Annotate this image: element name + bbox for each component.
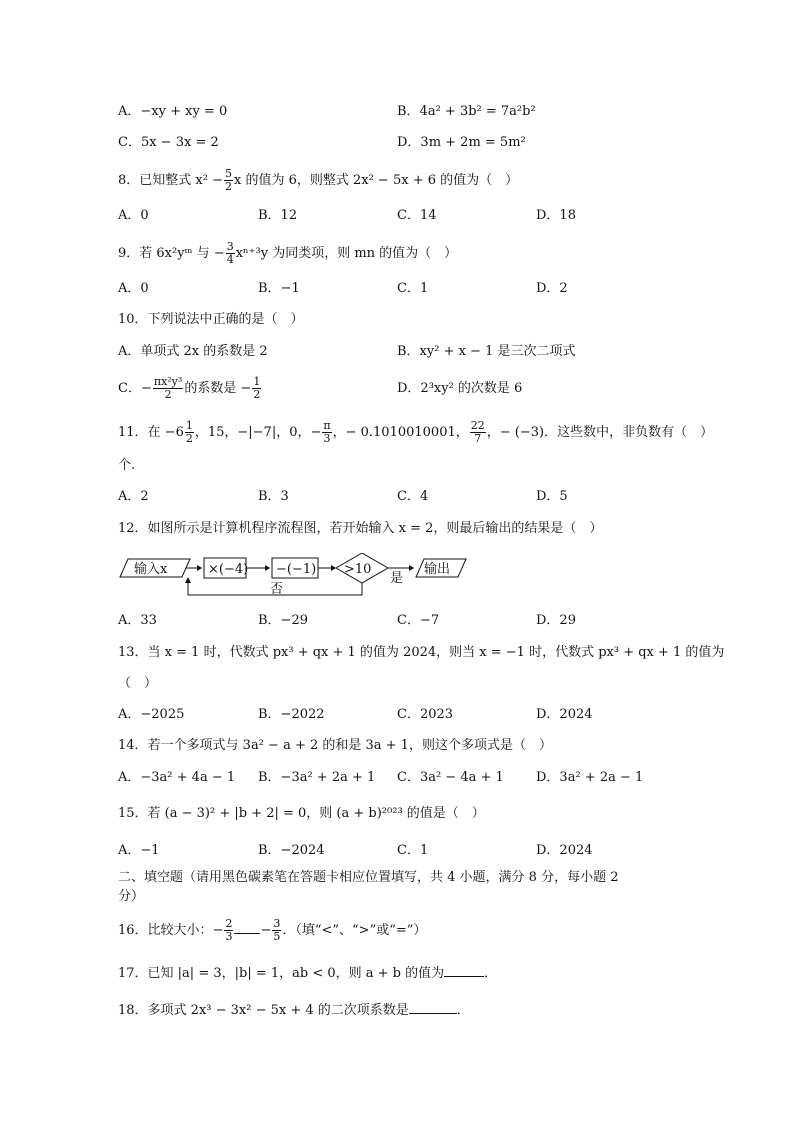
q9-option-b: B．−1 — [258, 281, 300, 296]
q11-fraction-3: $\frac{22}{7}$ — [470, 419, 485, 445]
q8-fraction: $\frac{5}{2}$ — [224, 167, 232, 193]
q10-option-c: C．− $\frac{\text{πx²y³}}{2}$ 的系数是 − $\frac{1}{2}$ — [118, 375, 261, 401]
q12-option-c: C．−7 — [397, 613, 440, 628]
q9-option-d: D．2 — [536, 281, 568, 296]
q15-option-d: D．2024 — [536, 843, 593, 858]
q9-fraction: $\frac{3}{4}$ — [226, 240, 234, 266]
flow-yes-label: 是 — [390, 571, 404, 586]
q8-option-d: D．18 — [536, 208, 576, 223]
q8-option-b: B．12 — [258, 208, 298, 223]
q10-c-fraction-2: $\frac{1}{2}$ — [253, 375, 261, 401]
q17-answer-blank[interactable] — [444, 962, 484, 977]
section-2-heading: 二、填空题（请用黑色碳素笔在答题卡相应位置填写，共 4 小题，满分 8 分，每小题 2 — [118, 870, 619, 885]
flow-no-label: 否 — [270, 582, 284, 597]
q14-option-b: B．−3a² + 2a + 1 — [258, 770, 376, 785]
q11-option-d: D．5 — [536, 489, 568, 504]
q14-option-a: A．−3a² + 4a − 1 — [118, 770, 236, 785]
q10-c-fraction: $\frac{\text{πx²y³}}{2}$ — [153, 375, 183, 401]
q8-stem: 8．已知整式 x² − $\frac{5}{2}$ x 的值为 6，则整式 2x² − 5x + 6 的值为（ ） — [118, 167, 519, 193]
q7-option-d: D．3m + 2m = 5m² — [397, 135, 526, 150]
q13-option-b: B．−2022 — [258, 707, 325, 722]
q9-option-a: A．0 — [118, 281, 149, 296]
q11-fraction-2: $\frac{\pi}{3}$ — [323, 419, 331, 445]
q15-option-c: C．1 — [397, 843, 429, 858]
q10-option-d: D．2³xy² 的次数是 6 — [397, 381, 523, 396]
q15-option-a: A．−1 — [118, 843, 160, 858]
q12-flowchart — [118, 553, 478, 607]
flow-condition-label: >10 — [344, 562, 372, 577]
q11-option-a: A．2 — [118, 489, 149, 504]
flow-output-label: 输出 — [424, 562, 451, 577]
section-2-heading-cont: 分） — [118, 889, 145, 904]
q11-stem: 11．在 −6 $\frac{1}{2}$ ，15，−|−7|，0，− $\frac{\pi}{3}$ ，− 0.1010010001， $\frac{22}{7}$ ，− (−3)．这些数中，非负数有（ ） — [118, 419, 714, 445]
q7-option-a: A．−xy + xy = 0 — [118, 104, 228, 119]
q18-answer-blank[interactable] — [409, 999, 457, 1014]
q18-stem: 18．多项式 2x³ − 3x² − 5x + 4 的二次项系数是 ． — [118, 999, 470, 1020]
q10-option-a: A．单项式 2x 的系数是 2 — [118, 344, 268, 359]
q13-option-c: C．2023 — [397, 707, 454, 722]
q7-option-c: C．5x − 3x = 2 — [118, 135, 219, 150]
q15-stem: 15．若 (a − 3)² + |b + 2| = 0，则 (a + b)²⁰²³ 的值是（ ） — [118, 806, 485, 821]
q10-option-b: B．xy² + x − 1 是三次二项式 — [397, 344, 576, 359]
q12-option-d: D．29 — [536, 613, 576, 628]
q9-option-c: C．1 — [397, 281, 429, 296]
q7-option-b: B．4a² + 3b² = 7a²b² — [397, 104, 536, 119]
q13-tail: （ ） — [118, 676, 158, 691]
q15-option-b: B．−2024 — [258, 843, 325, 858]
flow-multiply-label: ×(−4) — [208, 562, 249, 577]
q8-option-c: C．14 — [397, 208, 437, 223]
q12-option-b: B．−29 — [258, 613, 308, 628]
q17-stem: 17．已知 |a| = 3，|b| = 1，ab < 0，则 a + b 的值为 ． — [118, 962, 497, 983]
q12-stem: 12．如图所示是计算机程序流程图，若开始输入 x = 2，则最后输出的结果是（ ） — [118, 521, 603, 536]
q9-stem: 9．若 6x²yᵐ 与 − $\frac{3}{4}$ xⁿ⁺³y 为同类项，则 mn 的值为（ ） — [118, 240, 458, 266]
q13-option-a: A．−2025 — [118, 707, 185, 722]
q13-option-d: D．2024 — [536, 707, 593, 722]
q14-option-c: C．3a² − 4a + 1 — [397, 770, 504, 785]
flow-input-label: 输入x — [134, 562, 168, 577]
q11-fraction-1: $\frac{1}{2}$ — [185, 419, 193, 445]
q11-option-c: C．4 — [397, 489, 429, 504]
q11-option-b: B．3 — [258, 489, 289, 504]
q8-option-a: A．0 — [118, 208, 149, 223]
q16-fraction-2: $\frac{3}{5}$ — [273, 917, 281, 943]
q13-stem: 13．当 x = 1 时，代数式 px³ + qx + 1 的值为 2024，则当 x = −1 时，代数式 px³ + qx + 1 的值为 — [118, 645, 725, 660]
q16-stem: 16．比较大小：− $\frac{2}{3}$ − $\frac{3}{5}$ ．（填“<”、“>”或“=”） — [118, 917, 427, 943]
q16-fraction-1: $\frac{2}{3}$ — [225, 917, 233, 943]
flow-subtract-label: −(−1) — [276, 562, 317, 577]
q14-option-d: D．3a² + 2a − 1 — [536, 770, 644, 785]
q16-answer-blank[interactable] — [234, 919, 260, 934]
q14-stem: 14．若一个多项式与 3a² − a + 2 的和是 3a + 1，则这个多项式是（ ） — [118, 738, 552, 753]
q11-tail: 个. — [118, 458, 136, 473]
q12-option-a: A．33 — [118, 613, 157, 628]
q10-stem: 10．下列说法中正确的是（ ） — [118, 312, 304, 327]
